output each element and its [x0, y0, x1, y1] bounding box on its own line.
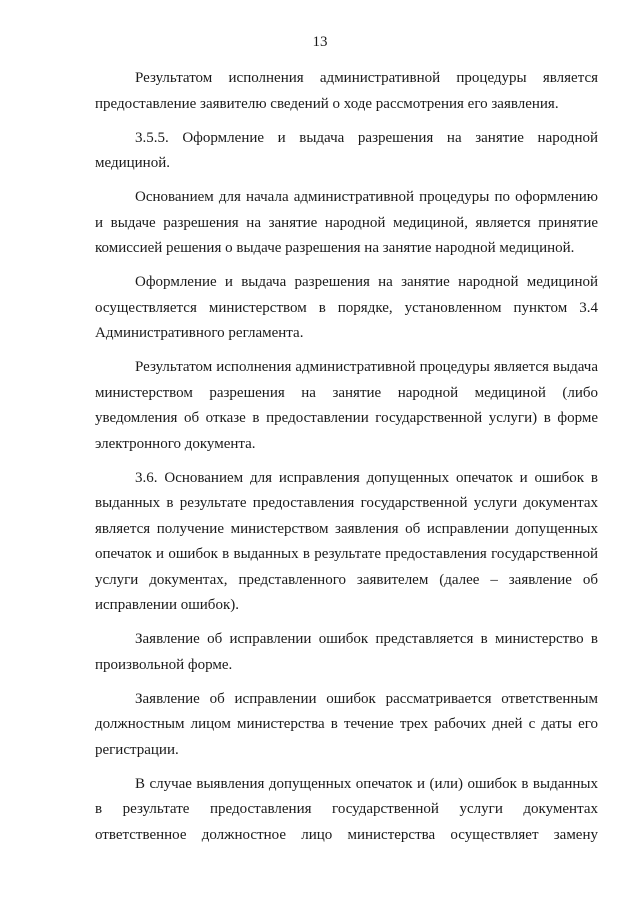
paragraph-section-3-6: 3.6. Основанием для исправления допущенных опечаток и ошибок в выданных в результате предоставления государственной услуги документах является получение министерством заявления об исправлении допущенных опечаток и ошибок в выданных в результате предоставления государственной услуги документах, представленного заявителем (далее – заявление об исправлении ошибок).: [95, 469, 598, 613]
paragraph-procedure-result: Результатом исполнения административной процедуры является выдача министерством разрешения на занятие народной медициной (либо уведомления об отказе в предоставлении государственной услуги) в форме электронного документа.: [95, 359, 598, 452]
paragraph-basis-procedure: Основанием для начала административной процедуры по оформлению и выдаче разрешения на занятие народной медициной, является принятие комиссией решения о выдаче разрешения на занятие народной медициной.: [95, 189, 598, 256]
paragraph-review-term: Заявление об исправлении ошибок рассматривается ответственным должностным лицом министерства в течение трех рабочих дней с даты его регистрации.: [95, 690, 598, 758]
paragraph-result-info: Результатом исполнения административной процедуры является предоставление заявителю сведений о ходе рассмотрения его заявления.: [95, 70, 598, 112]
document-body: [95, 66, 598, 848]
paragraph-error-correction: В случае выявления допущенных опечаток и (или) ошибок в выданных в результате предоставления государственной услуги документах ответственное должностное лицо министерства осуществляет замену: [95, 775, 598, 843]
paragraph-section-3-5-5: 3.5.5. Оформление и выдача разрешения на занятие народной медициной.: [95, 129, 598, 171]
paragraph-issuance-order: Оформление и выдача разрешения на занятие народной медициной осуществляется министерством в порядке, установленном пунктом 3.4 Административного регламента.: [95, 274, 598, 341]
paragraph-application-form: Заявление об исправлении ошибок представляется в министерство в произвольной форме.: [95, 631, 598, 673]
page-number: 13: [312, 34, 328, 50]
